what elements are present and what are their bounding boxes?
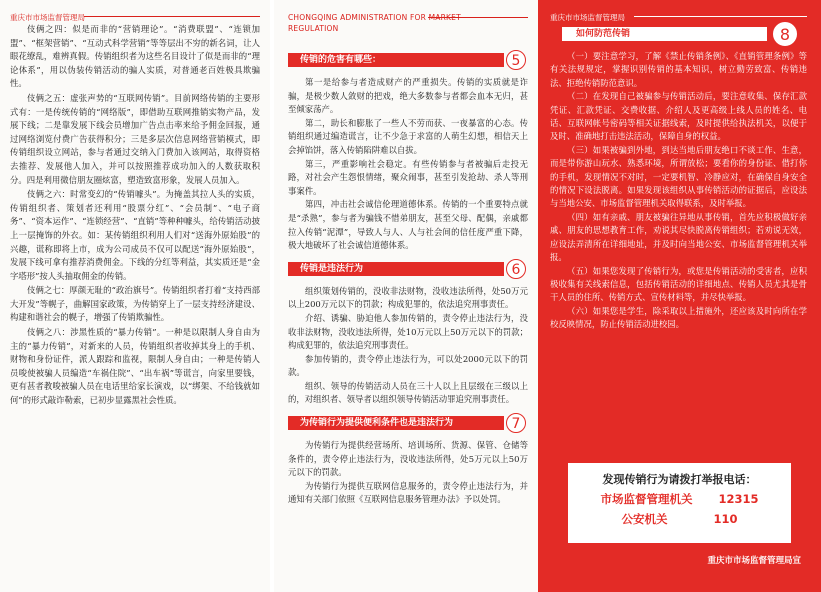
paragraph: （六）如果您是学生，除采取以上措施外，还应该及时向所在学校反映情况，防止传销活动进校园。	[550, 305, 807, 330]
section-6-heading	[288, 259, 528, 279]
header-rule	[428, 17, 528, 18]
paragraph: 第二，助长和膨胀了一些人不劳而获、一夜暴富的心态。传销组织通过编造谎言，让不少急于求富的人萌生幻想，相信天上会掉馅饼，落入传销陷阱难以自拔。	[288, 117, 528, 155]
paragraph: 介绍、诱骗、胁迫他人参加传销的，责令停止违法行为，没收非法财物，没收违法所得，处10万元以上50万元以下的罚款；构成犯罪的，依法追究刑事责任。	[288, 312, 528, 351]
paragraph: 为传销行为提供互联网信息服务的，责令停止违法行为，并通知有关部门依照《互联网信息服务管理办法》予以处罚。	[288, 480, 528, 505]
panel-right	[538, 0, 821, 592]
header-english-line2: REGULATION	[288, 24, 339, 33]
section-7-heading	[288, 413, 528, 433]
paragraph: 伎俩之六：时常变幻的“传销噱头”。为掩盖其拉人头的实质，传销组织者、策划者还利用“股票分红”、“会员制”、“电子商务”、“资本运作”、“连锁经营”、“直销”等种种噱头，给传销活动披上一层掩饰的外衣。如：某传销组织利用人们对“送海外原始股”的兴趣，谎称即将上市，成为公司成员不仅可以配送“海外原始股”，发展下线可拿有推荐消费佣金。下线的分红等利益，其实质还是“金字塔形”按人头抽取佣金的传销。	[10, 189, 260, 281]
hotline-row	[568, 511, 791, 527]
section-8-number: 8	[773, 22, 797, 46]
paragraph: 第三，严重影响社会稳定。有些传销参与者被骗后走投无路，对社会产生怨恨情绪，聚众闹事，甚至引发抢劫、杀人等刑事案件。	[288, 158, 528, 196]
hotline-number: 12315	[718, 492, 759, 506]
panel-right-header	[550, 0, 807, 22]
paragraph: 第四，冲击社会诚信伦理道德体系。传销的一个重要特点就是“杀熟”，参与者为骗钱不惜弟朋友，甚至父母、配偶，亲戚都拉入传销“泥潭”，导致人与人、人与社会间的信任度严重下降，极大地破坏了社会诚信道德体系。	[288, 199, 528, 251]
panel-left-header	[10, 0, 260, 22]
paragraph: （三）如果被骗到外地，到达当地后朋友绝口不谈工作、生意，而是带你游山玩水、熟悉环境，所谓放松；要看你的身份证、借打你的手机，发现情况不对时，一定要机智、冷静应对，在确保自身安全的情况下设法脱离。如果发现该组织从事传销活动的证据后，应设法与当地公安、市场监督管理机关取得联系，及时举报。	[550, 144, 807, 209]
section-7-title: 为传销行为提供便利条件也是违法行为	[300, 418, 454, 429]
header-english-line1: CHONGQING ADMINISTRATION FOR MARKET	[288, 13, 461, 22]
panel-middle-header	[288, 0, 528, 44]
section-7-number: 7	[506, 413, 526, 433]
section-6-title: 传销是违法行为	[300, 263, 364, 274]
panel-middle	[274, 0, 538, 592]
paragraph: 伎俩之五：虚张声势的“互联网传销”。目前网络传销的主要形式有：一是传统传销的“网络版”，即借助互联网推销实物产品，发展下线；二是靠发展下线会员增加广告点击率来给予佣金回报，通过网络浏览付费广告获得积分；三是多层次信息网络营销模式，即传销组织设立网站，参与者通过交纳入门费加入该网站，取得资格去推荐、发展他人加入，并可以按照推荐成功加入的人数获取积分。四是利用微信朋友圈炫富，塑造致富形象，发展人员加入。	[10, 92, 260, 185]
hotline-row	[568, 491, 791, 507]
paragraph: 参加传销的，责令停止违法行为，可以处2000元以下的罚款。	[288, 353, 528, 378]
paragraph: 伎俩之四：似是而非的“营销理论”。“消费联盟”、“连锁加盟”、“框架营销”、“互动式科学营销”等等层出不穷的新名词，让人眼花缭乱，难辨真假。传销组织者为这些名目设计了似是而非的“理论体系”，用以伪装传销活动的骗人实质，对普通老百姓极具欺骗性。	[10, 24, 260, 89]
header-rule	[634, 16, 807, 17]
section-5-number: 5	[506, 50, 526, 70]
header-rule	[84, 16, 260, 17]
header-org-name: 重庆市市场监督管理局	[550, 13, 625, 22]
paragraph: 组织、领导的传销活动人员在三十人以上且层级在三级以上的，对组织者、领导者以组织领导传销活动罪追究刑事责任。	[288, 380, 528, 405]
section-8-heading	[550, 24, 807, 44]
paragraph: （一）要注意学习，了解《禁止传销条例》、《直销管理条例》等有关法规规定，掌握识别传销的基本知识，树立勤劳致富、传销违法、拒绝传销防范意识。	[550, 51, 807, 88]
paragraph: （二）在发现自己被骗参与传销活动后，要注意收集、保存汇款凭证、汇款凭证、交费收据、介绍人及更高级上线人员的姓名、电话、互联网帐号密码等相关证据线索，及时提供给执法机关，以便于及时、准确地打击违法活动，保障自身的权益。	[550, 91, 807, 142]
paragraph: （五）如果您发现了传销行为，或您是传销活动的受害者，应积极收集有关线索信息，包括传销活动的详细地点、传销人员尤其是骨干人员的住所、传销方式、宣传材料等，并尽快举报。	[550, 265, 807, 303]
hotline-org: 市场监督管理机关	[600, 492, 693, 506]
section-5-title: 传销的危害有哪些：	[300, 55, 382, 65]
section-6-number: 6	[506, 259, 526, 279]
header-org-name: 重庆市市场监督管理局	[10, 13, 85, 22]
panel-left	[0, 0, 270, 592]
paragraph: 第一是给参与者造成财产的严重损失。传销的实质就是诈骗，是极少数人敛财的把戏，绝大多数参与者都会血本无归，甚至倾家荡产。	[288, 77, 528, 115]
hotline-number: 110	[713, 512, 738, 526]
paragraph: 伎俩之七：厚颜无耻的“政治旗号”。传销组织者打着“支持西部大开发”等幌子，曲解国家政策，为传销穿上了一层支持经济建设、构建和谐社会的幌子，增强了传销欺骗性。	[10, 285, 260, 323]
paragraph: （四）如有亲戚、朋友被骗往异地从事传销，首先应积极做好亲戚、朋友的思想教育工作，劝说其尽快脱离传销组织；若劝说无效，应设法弄清所在详细地址，并及时向当地公安、市场监督管理机关举报。	[550, 211, 807, 263]
section-5-heading	[288, 50, 528, 70]
footer-credit: 重庆市市场监督管理局宣	[707, 556, 801, 566]
paragraph: 为传销行为提供经营场所、培训场所、货源、保管、仓储等条件的，责令停止违法行为，没收违法所得，处5万元以上50万元以下的罚款。	[288, 440, 528, 478]
section-8-title: 如何防范传销	[576, 29, 631, 39]
hotline-box	[568, 463, 791, 543]
paragraph: 组织策划传销的，没收非法财物，没收违法所得，处50万元以上200万元以下的罚款；构成犯罪的，依法追究刑事责任。	[288, 285, 528, 310]
hotline-title: 发现传销行为请拨打举报电话：	[602, 473, 757, 486]
hotline-org: 公安机关	[621, 512, 668, 526]
paragraph: 伎俩之八：涉黑性质的“暴力传销”。一种是以限制人身自由为主的“暴力传销”，对新来的人员，传销组织者收掉其身上的手机、财物和身份证件，派人跟踪和监视，限制人身自由；一种是传销人员唆使被骗人员编造“车祸住院”、“出车祸”等谎言，向家里要钱，更有甚者教唆被骗人员在电话里给家长演戏，以“绑架、不给钱就如何”的形式敲诈勒索，已初步显露黑社会性质。	[10, 327, 260, 406]
